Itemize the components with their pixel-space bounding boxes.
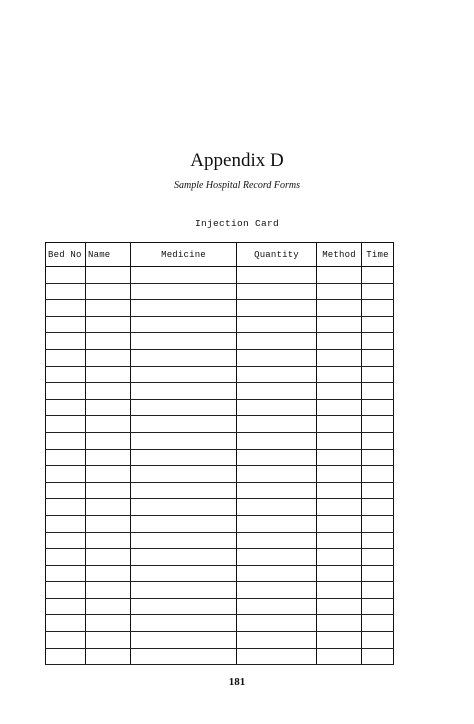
table-row — [46, 598, 394, 615]
blank-cell-time — [362, 383, 394, 400]
blank-cell-name — [86, 316, 131, 333]
table-row — [46, 349, 394, 366]
blank-cell-name — [86, 499, 131, 516]
page-number: 181 — [228, 676, 246, 688]
blank-cell-bed-no — [46, 366, 86, 383]
blank-cell-time — [362, 565, 394, 582]
blank-cell-name — [86, 632, 131, 649]
blank-cell-name — [86, 383, 131, 400]
blank-cell-quantity — [237, 615, 317, 632]
column-header-quantity: Quantity — [237, 243, 317, 267]
blank-cell-bed-no — [46, 582, 86, 599]
blank-cell-time — [362, 499, 394, 516]
blank-cell-bed-no — [46, 267, 86, 284]
blank-cell-bed-no — [46, 383, 86, 400]
blank-cell-bed-no — [46, 499, 86, 516]
blank-cell-method — [317, 333, 362, 350]
blank-cell-medicine — [131, 267, 237, 284]
blank-cell-quantity — [237, 449, 317, 466]
blank-cell-bed-no — [46, 333, 86, 350]
column-header-medicine: Medicine — [131, 243, 237, 267]
table-row — [46, 333, 394, 350]
blank-cell-medicine — [131, 549, 237, 566]
blank-cell-name — [86, 515, 131, 532]
blank-cell-time — [362, 333, 394, 350]
blank-cell-time — [362, 515, 394, 532]
blank-cell-name — [86, 565, 131, 582]
blank-cell-time — [362, 399, 394, 416]
blank-cell-medicine — [131, 648, 237, 665]
blank-cell-name — [86, 532, 131, 549]
blank-cell-bed-no — [46, 449, 86, 466]
table-row — [46, 549, 394, 566]
blank-cell-method — [317, 449, 362, 466]
blank-cell-bed-no — [46, 283, 86, 300]
blank-cell-name — [86, 333, 131, 350]
blank-cell-medicine — [131, 582, 237, 599]
blank-cell-bed-no — [46, 598, 86, 615]
column-header-method: Method — [317, 243, 362, 267]
table-header-row — [46, 243, 394, 267]
blank-cell-name — [86, 598, 131, 615]
blank-cell-medicine — [131, 615, 237, 632]
blank-cell-quantity — [237, 300, 317, 317]
blank-cell-medicine — [131, 333, 237, 350]
table-row — [46, 648, 394, 665]
blank-cell-method — [317, 399, 362, 416]
blank-cell-name — [86, 300, 131, 317]
table-row — [46, 565, 394, 582]
blank-cell-quantity — [237, 466, 317, 483]
blank-cell-name — [86, 466, 131, 483]
blank-cell-quantity — [237, 499, 317, 516]
blank-cell-time — [362, 615, 394, 632]
table-row — [46, 316, 394, 333]
blank-cell-quantity — [237, 416, 317, 433]
blank-cell-method — [317, 515, 362, 532]
table-row — [46, 482, 394, 499]
blank-cell-quantity — [237, 515, 317, 532]
blank-cell-medicine — [131, 532, 237, 549]
table-row — [46, 449, 394, 466]
blank-cell-time — [362, 598, 394, 615]
blank-cell-method — [317, 300, 362, 317]
blank-cell-bed-no — [46, 466, 86, 483]
table-row — [46, 432, 394, 449]
blank-cell-time — [362, 648, 394, 665]
blank-cell-method — [317, 432, 362, 449]
blank-cell-bed-no — [46, 532, 86, 549]
blank-cell-bed-no — [46, 349, 86, 366]
blank-cell-bed-no — [46, 632, 86, 649]
blank-cell-name — [86, 449, 131, 466]
blank-cell-quantity — [237, 549, 317, 566]
table-row — [46, 632, 394, 649]
blank-cell-time — [362, 316, 394, 333]
blank-cell-time — [362, 432, 394, 449]
blank-cell-time — [362, 549, 394, 566]
blank-cell-quantity — [237, 333, 317, 350]
blank-cell-time — [362, 532, 394, 549]
blank-cell-bed-no — [46, 515, 86, 532]
blank-cell-name — [86, 648, 131, 665]
blank-cell-name — [86, 582, 131, 599]
blank-cell-medicine — [131, 416, 237, 433]
table-row — [46, 267, 394, 284]
blank-cell-quantity — [237, 283, 317, 300]
table-row — [46, 366, 394, 383]
blank-cell-time — [362, 632, 394, 649]
blank-cell-medicine — [131, 300, 237, 317]
blank-cell-method — [317, 615, 362, 632]
blank-cell-method — [317, 416, 362, 433]
blank-cell-quantity — [237, 482, 317, 499]
blank-cell-medicine — [131, 632, 237, 649]
blank-cell-quantity — [237, 399, 317, 416]
table-row — [46, 499, 394, 516]
blank-cell-method — [317, 349, 362, 366]
blank-cell-time — [362, 449, 394, 466]
blank-cell-method — [317, 499, 362, 516]
blank-cell-method — [317, 366, 362, 383]
table-row — [46, 300, 394, 317]
blank-cell-time — [362, 466, 394, 483]
blank-cell-bed-no — [46, 300, 86, 317]
blank-cell-method — [317, 267, 362, 284]
blank-cell-medicine — [131, 316, 237, 333]
blank-cell-medicine — [131, 565, 237, 582]
blank-cell-bed-no — [46, 432, 86, 449]
blank-cell-quantity — [237, 432, 317, 449]
table-row — [46, 582, 394, 599]
table-row — [46, 515, 394, 532]
injection-card-table — [45, 242, 394, 665]
column-header-name: Name — [86, 243, 131, 267]
blank-cell-method — [317, 482, 362, 499]
blank-cell-quantity — [237, 598, 317, 615]
blank-cell-time — [362, 300, 394, 317]
blank-cell-method — [317, 383, 362, 400]
blank-cell-method — [317, 582, 362, 599]
blank-cell-method — [317, 632, 362, 649]
blank-cell-quantity — [237, 532, 317, 549]
blank-cell-time — [362, 582, 394, 599]
blank-cell-name — [86, 482, 131, 499]
blank-cell-name — [86, 267, 131, 284]
blank-cell-bed-no — [46, 565, 86, 582]
blank-cell-bed-no — [46, 648, 86, 665]
blank-cell-time — [362, 283, 394, 300]
table-row — [46, 615, 394, 632]
blank-cell-name — [86, 349, 131, 366]
table-body — [46, 267, 394, 665]
blank-cell-medicine — [131, 499, 237, 516]
blank-cell-name — [86, 399, 131, 416]
blank-cell-medicine — [131, 598, 237, 615]
appendix-subtitle: Sample Hospital Record Forms — [173, 180, 300, 191]
blank-cell-method — [317, 283, 362, 300]
blank-cell-medicine — [131, 399, 237, 416]
blank-cell-quantity — [237, 632, 317, 649]
blank-cell-medicine — [131, 432, 237, 449]
blank-cell-method — [317, 532, 362, 549]
blank-cell-bed-no — [46, 482, 86, 499]
blank-cell-medicine — [131, 349, 237, 366]
form-title: Injection Card — [194, 218, 279, 229]
blank-cell-name — [86, 366, 131, 383]
blank-cell-quantity — [237, 383, 317, 400]
blank-cell-method — [317, 565, 362, 582]
blank-cell-time — [362, 366, 394, 383]
blank-cell-bed-no — [46, 416, 86, 433]
blank-cell-quantity — [237, 267, 317, 284]
blank-cell-quantity — [237, 565, 317, 582]
blank-cell-time — [362, 267, 394, 284]
blank-cell-time — [362, 349, 394, 366]
blank-cell-medicine — [131, 515, 237, 532]
blank-cell-bed-no — [46, 399, 86, 416]
blank-cell-medicine — [131, 449, 237, 466]
blank-cell-quantity — [237, 349, 317, 366]
blank-cell-medicine — [131, 466, 237, 483]
blank-cell-name — [86, 416, 131, 433]
table-row — [46, 466, 394, 483]
table-row — [46, 416, 394, 433]
blank-cell-quantity — [237, 582, 317, 599]
blank-cell-bed-no — [46, 615, 86, 632]
blank-cell-time — [362, 416, 394, 433]
blank-cell-name — [86, 549, 131, 566]
blank-cell-bed-no — [46, 549, 86, 566]
blank-cell-medicine — [131, 383, 237, 400]
table-row — [46, 399, 394, 416]
blank-cell-method — [317, 648, 362, 665]
blank-cell-name — [86, 283, 131, 300]
blank-cell-medicine — [131, 283, 237, 300]
table-row — [46, 283, 394, 300]
blank-cell-name — [86, 432, 131, 449]
blank-cell-method — [317, 549, 362, 566]
blank-cell-time — [362, 482, 394, 499]
column-header-time: Time — [362, 243, 394, 267]
blank-cell-quantity — [237, 366, 317, 383]
blank-cell-medicine — [131, 482, 237, 499]
table-row — [46, 383, 394, 400]
blank-cell-quantity — [237, 648, 317, 665]
blank-cell-method — [317, 466, 362, 483]
blank-cell-name — [86, 615, 131, 632]
blank-cell-quantity — [237, 316, 317, 333]
blank-cell-method — [317, 316, 362, 333]
blank-cell-method — [317, 598, 362, 615]
blank-cell-bed-no — [46, 316, 86, 333]
appendix-title: Appendix D — [190, 150, 284, 171]
column-header-bed-no: Bed No — [46, 243, 86, 267]
blank-cell-medicine — [131, 366, 237, 383]
table-row — [46, 532, 394, 549]
